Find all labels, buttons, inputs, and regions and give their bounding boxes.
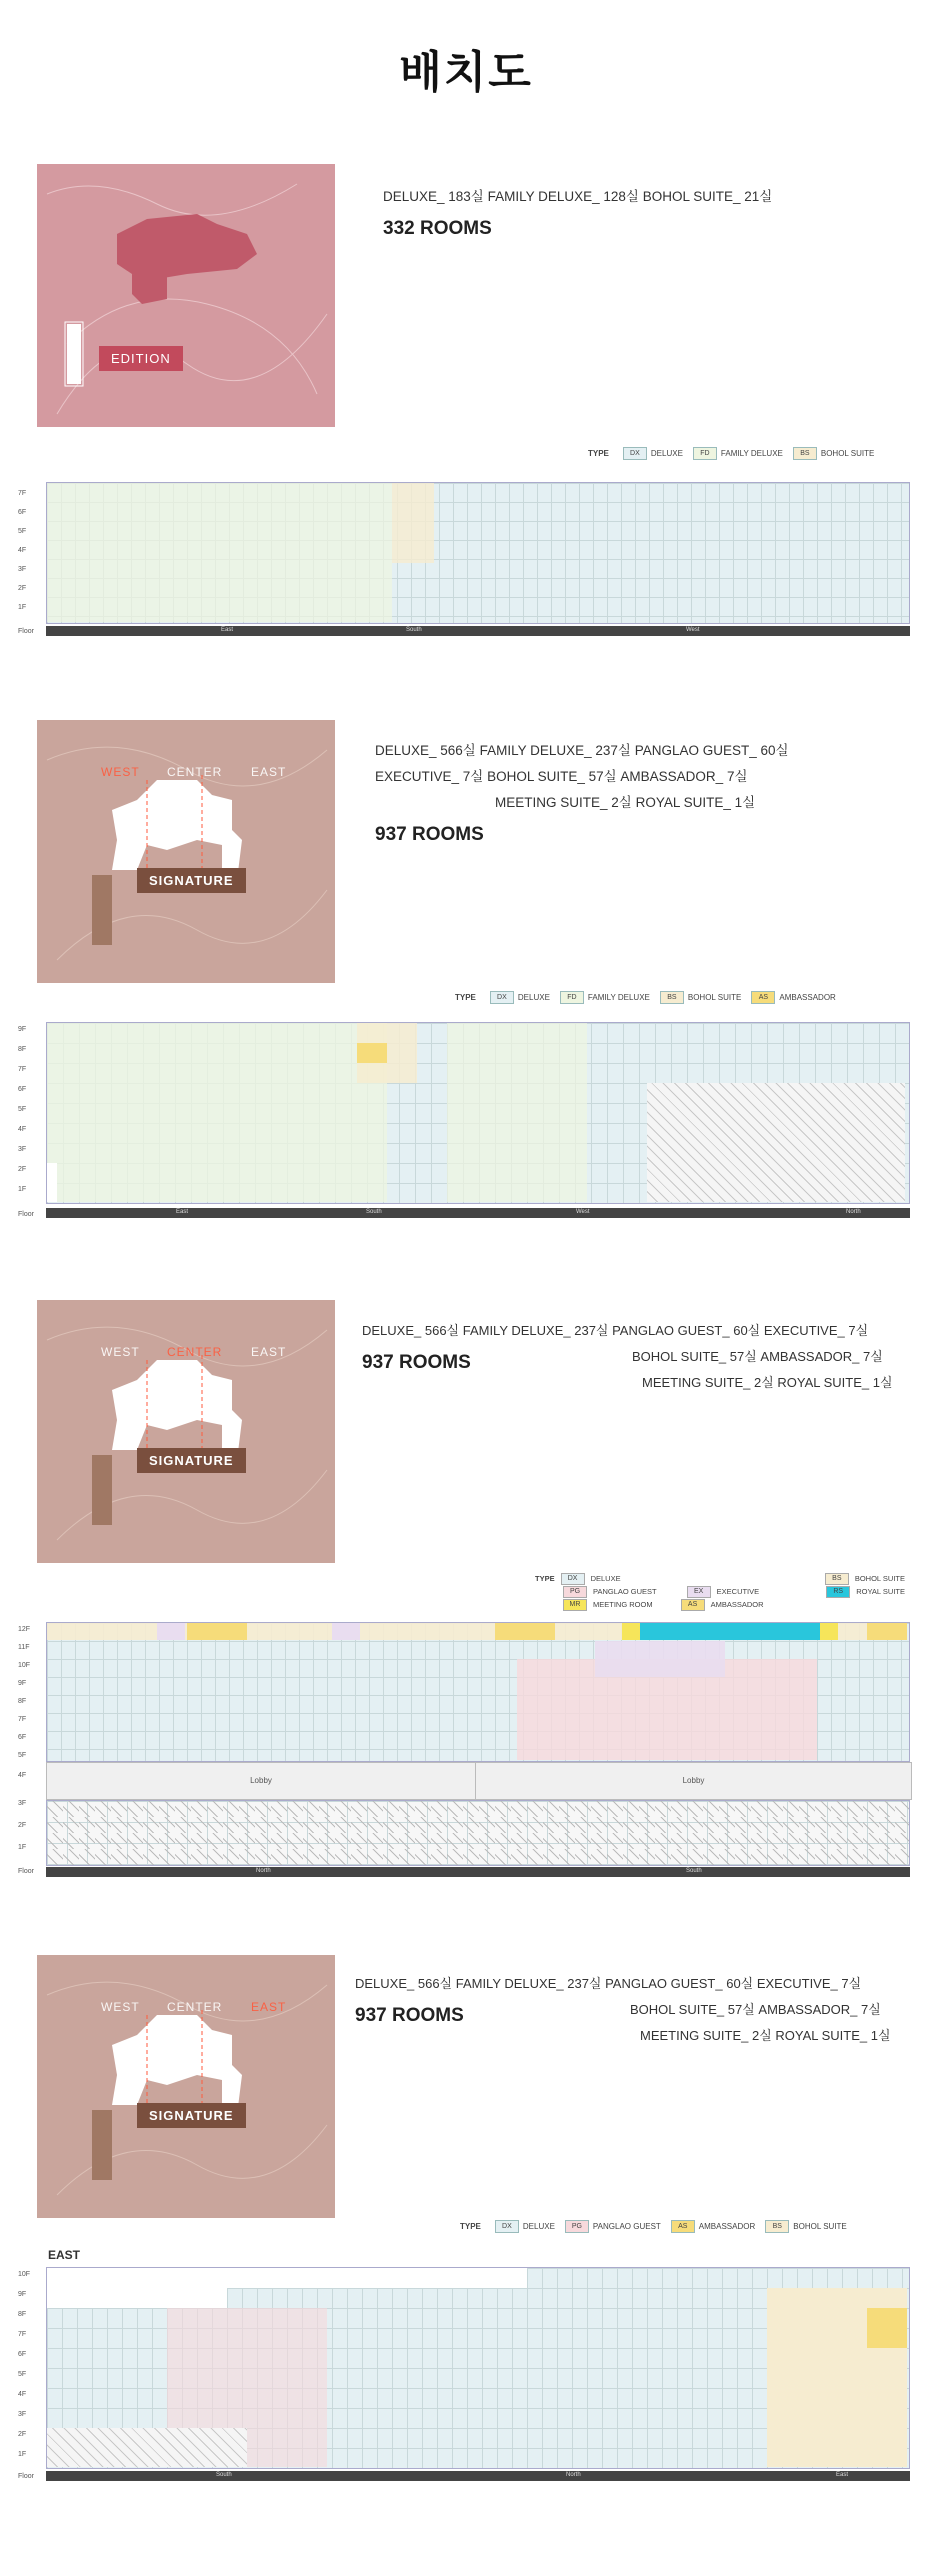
site-map-drawing bbox=[37, 1300, 335, 1563]
map-label: SIGNATURE bbox=[137, 868, 246, 893]
legend-swatch: BS bbox=[765, 2220, 789, 2233]
summary-line: DELUXE_ 566실 FAMILY DELUXE_ 237실 PANGLAO GUEST_ 60실 EXECUTIVE_ 7실 bbox=[355, 1976, 862, 1991]
page-title: 배치도 bbox=[399, 47, 533, 98]
floor-label: 10F bbox=[18, 2271, 31, 2278]
summary-line: BOHOL SUITE_ 57실 AMBASSADOR_ 7실 bbox=[630, 2002, 881, 2017]
vacant-area bbox=[227, 2268, 527, 2288]
legend-swatch: EX bbox=[687, 1586, 711, 1598]
floor-axis-label: Floor bbox=[18, 628, 34, 635]
axis-label: West bbox=[576, 1209, 590, 1215]
legend-title: TYPE bbox=[535, 1574, 555, 1583]
room-total-block bbox=[362, 1344, 471, 1376]
legend-swatch: FD bbox=[560, 991, 584, 1004]
floor-label: 6F bbox=[18, 2351, 27, 2358]
legend-swatch: MR bbox=[563, 1599, 587, 1611]
site-map-signature bbox=[37, 720, 335, 983]
legend-swatch: BS bbox=[660, 991, 684, 1004]
room-summary bbox=[383, 184, 772, 242]
family-deluxe-block bbox=[47, 1023, 387, 1202]
map-label: EDITION bbox=[99, 346, 183, 371]
floor-label: 11F bbox=[18, 1644, 30, 1651]
zone-label-center: CENTER bbox=[167, 1345, 223, 1359]
floor-label: 5F bbox=[18, 528, 27, 535]
total-rooms: 937 ROOMS bbox=[355, 2005, 464, 2026]
floor-label: 9F bbox=[18, 1680, 27, 1687]
legend-label: ROYAL SUITE bbox=[856, 1587, 905, 1596]
legend-label: EXECUTIVE bbox=[716, 1587, 760, 1596]
floor-label: 2F bbox=[18, 1822, 27, 1829]
floor-label: 4F bbox=[18, 2391, 27, 2398]
floor-label: 3F bbox=[18, 1800, 27, 1807]
legend-swatch: PG bbox=[565, 2220, 589, 2233]
section-signature-west bbox=[0, 720, 932, 1260]
floor-plan-grid bbox=[16, 482, 916, 662]
royal-suite-block bbox=[640, 1623, 820, 1640]
vacant-area bbox=[647, 1083, 905, 1202]
meeting-room-block bbox=[622, 1623, 640, 1640]
floor-axis-label: Floor bbox=[18, 2473, 34, 2480]
legend-title: TYPE bbox=[588, 449, 609, 458]
ambassador-block bbox=[495, 1623, 555, 1640]
site-map-drawing bbox=[37, 1955, 335, 2218]
direction-axis bbox=[46, 1867, 910, 1877]
bohol-suite-block bbox=[392, 483, 434, 563]
floor-label: 5F bbox=[18, 1106, 27, 1113]
floor-axis-label: Floor bbox=[18, 1211, 34, 1218]
floor-plan-grid bbox=[16, 1022, 916, 1252]
lobby-block bbox=[475, 1762, 912, 1800]
room-summary bbox=[375, 738, 789, 848]
family-deluxe-block bbox=[447, 1023, 587, 1202]
site-map-signature bbox=[37, 1955, 335, 2218]
zone-label-west: WEST bbox=[101, 765, 140, 779]
axis-label: South bbox=[366, 1209, 382, 1215]
ambassador-block bbox=[867, 1623, 907, 1640]
legend-label: AMBASSADOR bbox=[698, 2222, 756, 2231]
floor-label: 3F bbox=[18, 566, 27, 573]
executive-block bbox=[157, 1623, 185, 1640]
axis-label: North bbox=[846, 1209, 861, 1215]
vacant-area bbox=[47, 2268, 227, 2308]
summary-line: BOHOL SUITE_ 57실 AMBASSADOR_ 7실 bbox=[632, 1349, 883, 1364]
legend-title: TYPE bbox=[455, 993, 476, 1002]
legend-label: AMBASSADOR bbox=[710, 1600, 764, 1609]
direction-axis bbox=[46, 626, 910, 636]
floor-label: 5F bbox=[18, 2371, 27, 2378]
floor-label: 7F bbox=[18, 2331, 27, 2338]
site-map-drawing bbox=[37, 164, 335, 427]
site-map-signature bbox=[37, 1300, 335, 1563]
summary-line: MEETING SUITE_ 2실 ROYAL SUITE_ 1실 bbox=[495, 795, 756, 810]
room-cells bbox=[46, 1022, 910, 1204]
floor-label: 6F bbox=[18, 1734, 27, 1741]
floor-label: 3F bbox=[18, 1146, 27, 1153]
summary-line: DELUXE_ 566실 FAMILY DELUXE_ 237실 PANGLAO GUEST_ 60실 bbox=[375, 743, 789, 758]
room-cells bbox=[46, 1622, 910, 1762]
floor-label: 9F bbox=[18, 1026, 27, 1033]
room-cells bbox=[46, 2267, 910, 2469]
legend-swatch: DX bbox=[490, 991, 514, 1004]
legend-swatch: RS bbox=[826, 1586, 850, 1598]
lobby-block bbox=[46, 1762, 476, 1800]
axis-label: North bbox=[256, 1868, 271, 1874]
summary-line: MEETING SUITE_ 2실 ROYAL SUITE_ 1실 bbox=[640, 2028, 891, 2043]
floor-label: 2F bbox=[18, 1166, 27, 1173]
floor-label: 3F bbox=[18, 2411, 27, 2418]
meeting-room-block bbox=[820, 1623, 838, 1640]
floor-label: 9F bbox=[18, 2291, 27, 2298]
legend-swatch: FD bbox=[693, 447, 717, 460]
vacant-area bbox=[47, 2428, 247, 2467]
summary-line: DELUXE_ 566실 FAMILY DELUXE_ 237실 PANGLAO GUEST_ 60실 EXECUTIVE_ 7실 bbox=[362, 1323, 869, 1338]
ambassador-block bbox=[187, 1623, 247, 1640]
summary-line: DELUXE_ 183실 FAMILY DELUXE_ 128실 BOHOL SUITE_ 21실 bbox=[383, 189, 773, 204]
legend-label: MEETING ROOM bbox=[593, 1600, 653, 1609]
empty-floors bbox=[46, 1800, 910, 1866]
floor-label: 8F bbox=[18, 1046, 27, 1053]
family-deluxe-block bbox=[47, 483, 392, 622]
zone-label-west: WEST bbox=[101, 2000, 140, 2014]
floor-label: 4F bbox=[18, 1126, 27, 1133]
floor-label: 12F bbox=[18, 1626, 31, 1633]
type-legend bbox=[588, 447, 874, 460]
map-label: SIGNATURE bbox=[137, 1448, 246, 1473]
total-rooms: 937 ROOMS bbox=[362, 1352, 471, 1373]
floor-axis-label: Floor bbox=[18, 1868, 34, 1875]
ambassador-block bbox=[357, 1043, 387, 1063]
legend-label: PANGLAO GUEST bbox=[593, 1587, 657, 1596]
legend-title: TYPE bbox=[460, 2222, 481, 2231]
floor-label: 4F bbox=[18, 547, 27, 554]
axis-label: East bbox=[176, 1209, 189, 1215]
zone-label-center: CENTER bbox=[167, 765, 223, 779]
legend-label: FAMILY DELUXE bbox=[587, 993, 650, 1002]
floor-plan-grid bbox=[16, 1622, 916, 1922]
floor-label: 1F bbox=[18, 2451, 27, 2458]
zone-label-east: EAST bbox=[251, 2000, 287, 2014]
floor-label: 4F bbox=[18, 1772, 27, 1779]
zone-label-center: CENTER bbox=[167, 2000, 223, 2014]
legend-swatch: PG bbox=[563, 1586, 587, 1598]
legend-swatch: DX bbox=[623, 447, 647, 460]
lobby-label: Lobby bbox=[682, 1776, 705, 1785]
legend-swatch: DX bbox=[495, 2220, 519, 2233]
floor-label: 7F bbox=[18, 1066, 27, 1073]
legend-swatch: BS bbox=[793, 447, 817, 460]
type-legend bbox=[535, 1572, 905, 1611]
floor-label: 1F bbox=[18, 1844, 27, 1851]
section-edition bbox=[0, 160, 932, 660]
floor-label: 5F bbox=[18, 1752, 27, 1759]
legend-label: PANGLAO GUEST bbox=[592, 2222, 661, 2231]
floor-label: 2F bbox=[18, 585, 27, 592]
legend-label: DELUXE bbox=[522, 2222, 555, 2231]
legend-swatch: AS bbox=[681, 1599, 705, 1611]
zone-label-east: EAST bbox=[251, 1345, 287, 1359]
direction-axis bbox=[46, 2471, 910, 2481]
axis-label: East bbox=[221, 627, 234, 633]
legend-swatch: DX bbox=[561, 1573, 585, 1585]
zone-label-west: WEST bbox=[101, 1345, 140, 1359]
legend-label: DELUXE bbox=[650, 449, 683, 458]
legend-label: BOHOL SUITE bbox=[854, 1574, 905, 1583]
lobby-label: Lobby bbox=[250, 1776, 272, 1785]
site-map-edition bbox=[37, 164, 335, 427]
ambassador-block bbox=[867, 2308, 907, 2348]
legend-swatch: AS bbox=[751, 991, 775, 1004]
room-cells bbox=[46, 482, 910, 624]
legend-label: BOHOL SUITE bbox=[820, 449, 875, 458]
axis-label: South bbox=[216, 2472, 232, 2478]
floor-label: 6F bbox=[18, 1086, 27, 1093]
axis-label: South bbox=[406, 627, 422, 633]
floor-label: 7F bbox=[18, 1716, 27, 1723]
legend-label: BOHOL SUITE bbox=[687, 993, 742, 1002]
vacant-area bbox=[47, 1163, 57, 1202]
summary-line: MEETING SUITE_ 2실 ROYAL SUITE_ 1실 bbox=[642, 1375, 893, 1390]
total-rooms: 332 ROOMS bbox=[383, 218, 492, 239]
floor-label: 1F bbox=[18, 1186, 27, 1193]
axis-label: West bbox=[686, 627, 700, 633]
legend-label: FAMILY DELUXE bbox=[720, 449, 783, 458]
floor-label: 2F bbox=[18, 2431, 27, 2438]
floor-label: 6F bbox=[18, 509, 27, 516]
summary-line: EXECUTIVE_ 7실 BOHOL SUITE_ 57실 AMBASSADOR_ 7실 bbox=[375, 769, 748, 784]
legend-label: AMBASSADOR bbox=[779, 993, 836, 1002]
section-signature-east bbox=[0, 1955, 932, 2555]
legend-label: DELUXE bbox=[590, 1574, 621, 1583]
floor-label: 8F bbox=[18, 1698, 27, 1705]
floor-label: 8F bbox=[18, 2311, 27, 2318]
executive-block bbox=[332, 1623, 360, 1640]
type-legend bbox=[455, 991, 836, 1004]
executive-block bbox=[595, 1641, 725, 1677]
section-signature-center bbox=[0, 1300, 932, 1920]
type-legend bbox=[460, 2220, 847, 2233]
map-label: SIGNATURE bbox=[137, 2103, 246, 2128]
floor-plan-grid bbox=[16, 2267, 916, 2547]
building-label: EAST bbox=[48, 2248, 81, 2262]
axis-label: North bbox=[566, 2472, 581, 2478]
total-rooms: 937 ROOMS bbox=[375, 824, 484, 845]
axis-label: South bbox=[686, 1868, 702, 1874]
site-map-drawing bbox=[37, 720, 335, 983]
legend-label: DELUXE bbox=[517, 993, 550, 1002]
floor-label: 1F bbox=[18, 604, 27, 611]
floor-label: 10F bbox=[18, 1662, 31, 1669]
direction-axis bbox=[46, 1208, 910, 1218]
zone-label-east: EAST bbox=[251, 765, 287, 779]
floor-label: 7F bbox=[18, 490, 27, 497]
room-total-block bbox=[355, 1997, 464, 2029]
axis-label: East bbox=[836, 2472, 849, 2478]
legend-label: BOHOL SUITE bbox=[793, 2222, 847, 2231]
legend-swatch: AS bbox=[671, 2220, 695, 2233]
legend-swatch: BS bbox=[825, 1573, 849, 1585]
